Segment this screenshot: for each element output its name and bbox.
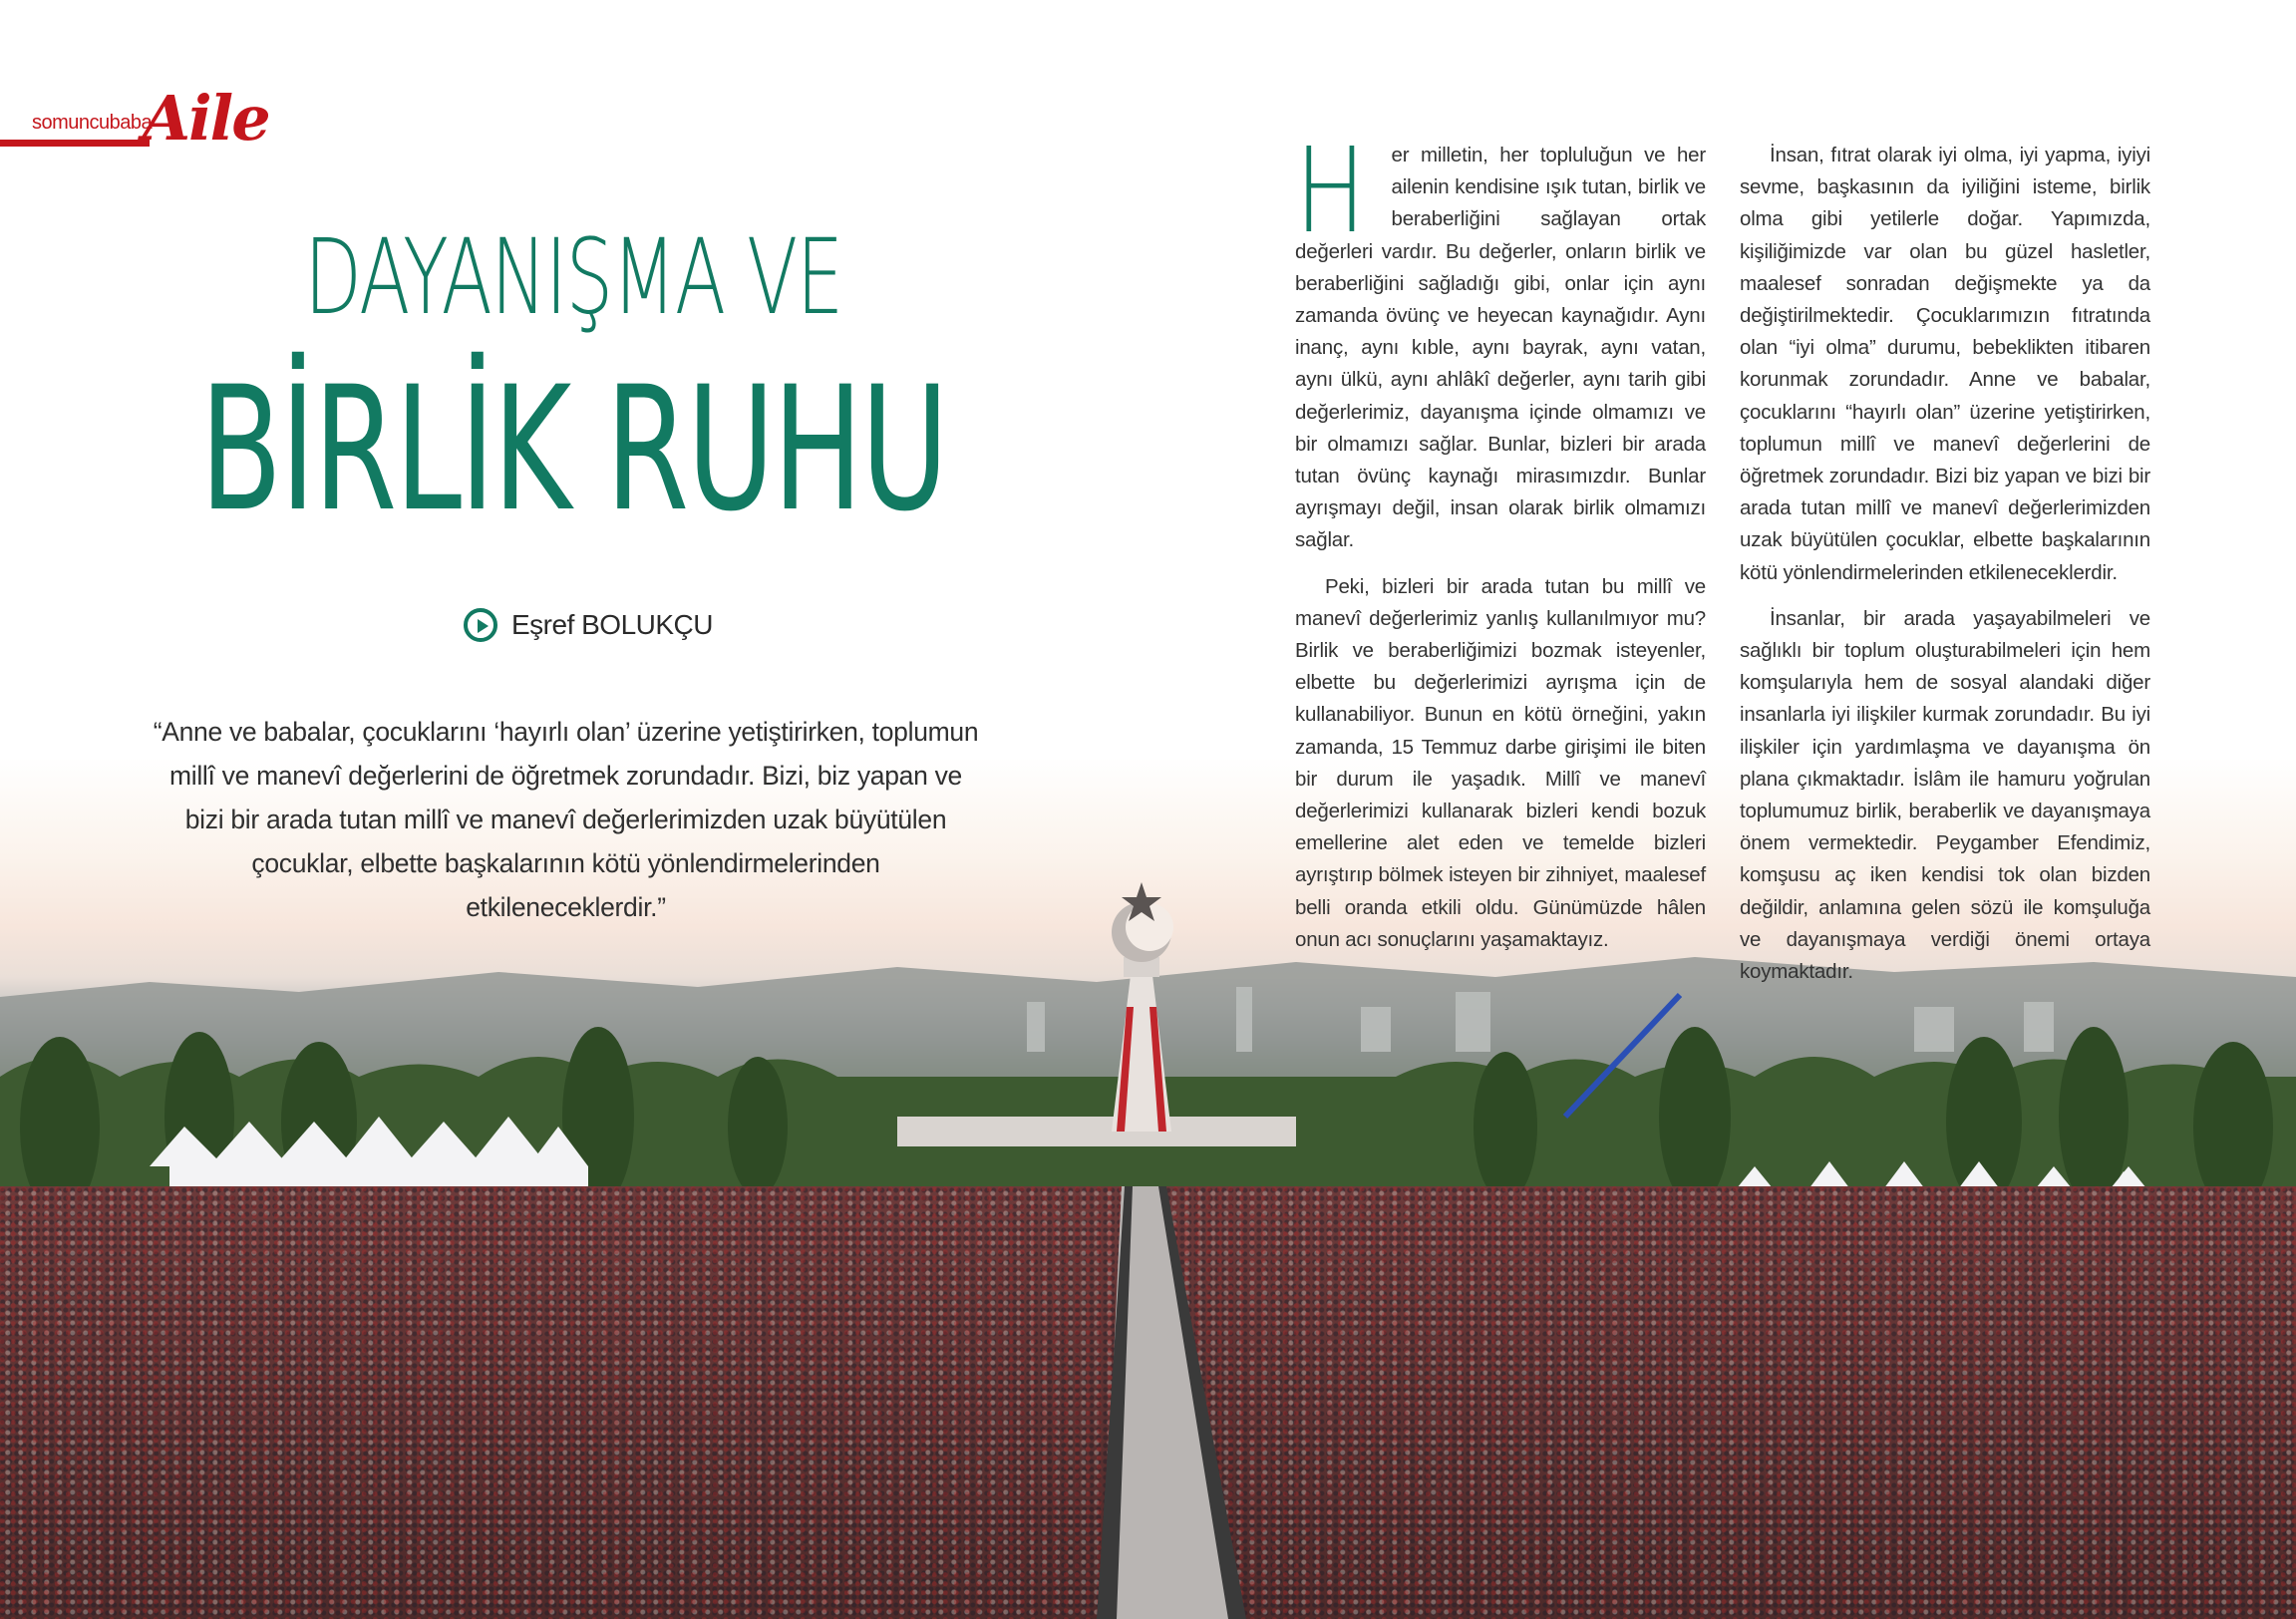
title-line-1: DAYANIŞMA VE (304, 216, 842, 338)
brand-logo (0, 48, 269, 155)
brand-small-text: somuncubaba (32, 112, 153, 134)
author-name: Eşref BOLUKÇU (511, 609, 713, 640)
brand-section-title: Aile (143, 82, 269, 155)
paragraph: İnsan, fıtrat olarak iyi olma, iyi yapma, iyiyi sevme, başkasının da iyiliğini isteme, birlik olma gibi yetilerle doğar. Yapımızda, kişiliğimizde var olan bu güzel hasletler, maalesef sonradan değişmekte ya da değiştirilmektedir. Çocuklarımızın fıtratında olan “iyi olma” durumu, bebeklikten itibaren korunmak zorundadır. Anne ve babalar, çocuklarını “hayırlı olan” üzerine yetiştirirken, toplumun millî ve manevî değerlerini de öğretmek zorundadır. Bizi biz yapan ve bizi bir arada tutan millî ve manevî değerlerimizden uzak büyütülen çocuklar, elbette başkalarının kötü yönlendirmelerinden etkileneceklerdir. (1740, 144, 2150, 584)
paragraph-text: er milletin, her topluluğun ve her ailenin kendisine ışık tutan, birlik ve beraberliğini sağlayan ortak değerleri vardır. Bu değerler, onların birlik ve beraberliğini sağladığı gibi, onlar için aynı zamanda övünç ve heyecan kaynağıdır. Aynı inanç, aynı kıble, aynı bayrak, aynı vatan, aynı ülkü, aynı ahlâkî değerler, aynı tarih gibi değerlerimiz, dayanışma içinde olmamızı ve bir olmamızı sağlar. Bunlar, bizleri bir arada tutan övünç kaynağı mirasımızdır. Bunlar ayrışmayı değil, insan olarak birlik olmamızı sağlar. (1295, 144, 1706, 552)
brand-rule (0, 140, 150, 147)
drop-cap: H (1295, 122, 1366, 259)
title-line-2: BİRLİK RUHU (199, 349, 947, 549)
paragraph (1295, 122, 1706, 557)
pull-quote: “Anne ve babalar, çocuklarını ‘hayırlı olan’ üzerine yetiştirirken, toplumun millî ve manevî değerlerini de öğretmek zorundadır. Bizi, biz yapan ve bizi bir arada tutan millî ve manevî değerlerimizden uzak büyütülen çocuklar, elbette başkalarının kötü yönlendirmelerinden etkileneceklerdir.” (153, 717, 979, 922)
paragraph: İnsanlar, bir arada yaşayabilmeleri ve sağlıklı bir toplum oluşturabilmeleri için hem komşularıyla hem de sosyal alandaki diğer insanlarla iyi ilişkiler kurmak zorundadır. Bu iyi ilişkiler için yardımlaşma ve dayanışma ön plana çıkmaktadır. İslâm ile hamuru yoğrulan toplumumuz birlik, beraberlik ve dayanışmaya önem vermektedir. Peygamber Efendimiz, komşusu aç iken kendisi tok olan bizden değildir, anlamına gelen sözü ile komşuluğa ve dayanışmaya verdiği önemi ortaya koymaktadır. (1740, 606, 2150, 984)
play-circle-icon (464, 608, 497, 642)
article-column-2 (1740, 140, 2150, 1002)
author-byline (464, 605, 713, 645)
article-column-1 (1295, 122, 1706, 970)
paragraph: Peki, bizleri bir arada tutan bu millî ve manevî değerlerimiz yanlış kullanılmıyor mu? Birlik ve beraberliğimizi bozmak isteyenler, elbette bu değerlerimizi ayrışma için de kullanabiliyor. Bunun en kötü örneğini, yakın zamanda, 15 Temmuz darbe girişimi ile biten bir durum ile yaşadık. Millî ve manevî değerlerimizi kullanarak bizleri kendi bozuk emellerine alet eden ve temelde bizleri ayrıştırıp bölmek isteyen bir zihniyet, maalesef belli oranda etkili oldu. Günümüzde hâlen onun acı sonuçlarını yaşamaktayız. (1295, 574, 1706, 951)
